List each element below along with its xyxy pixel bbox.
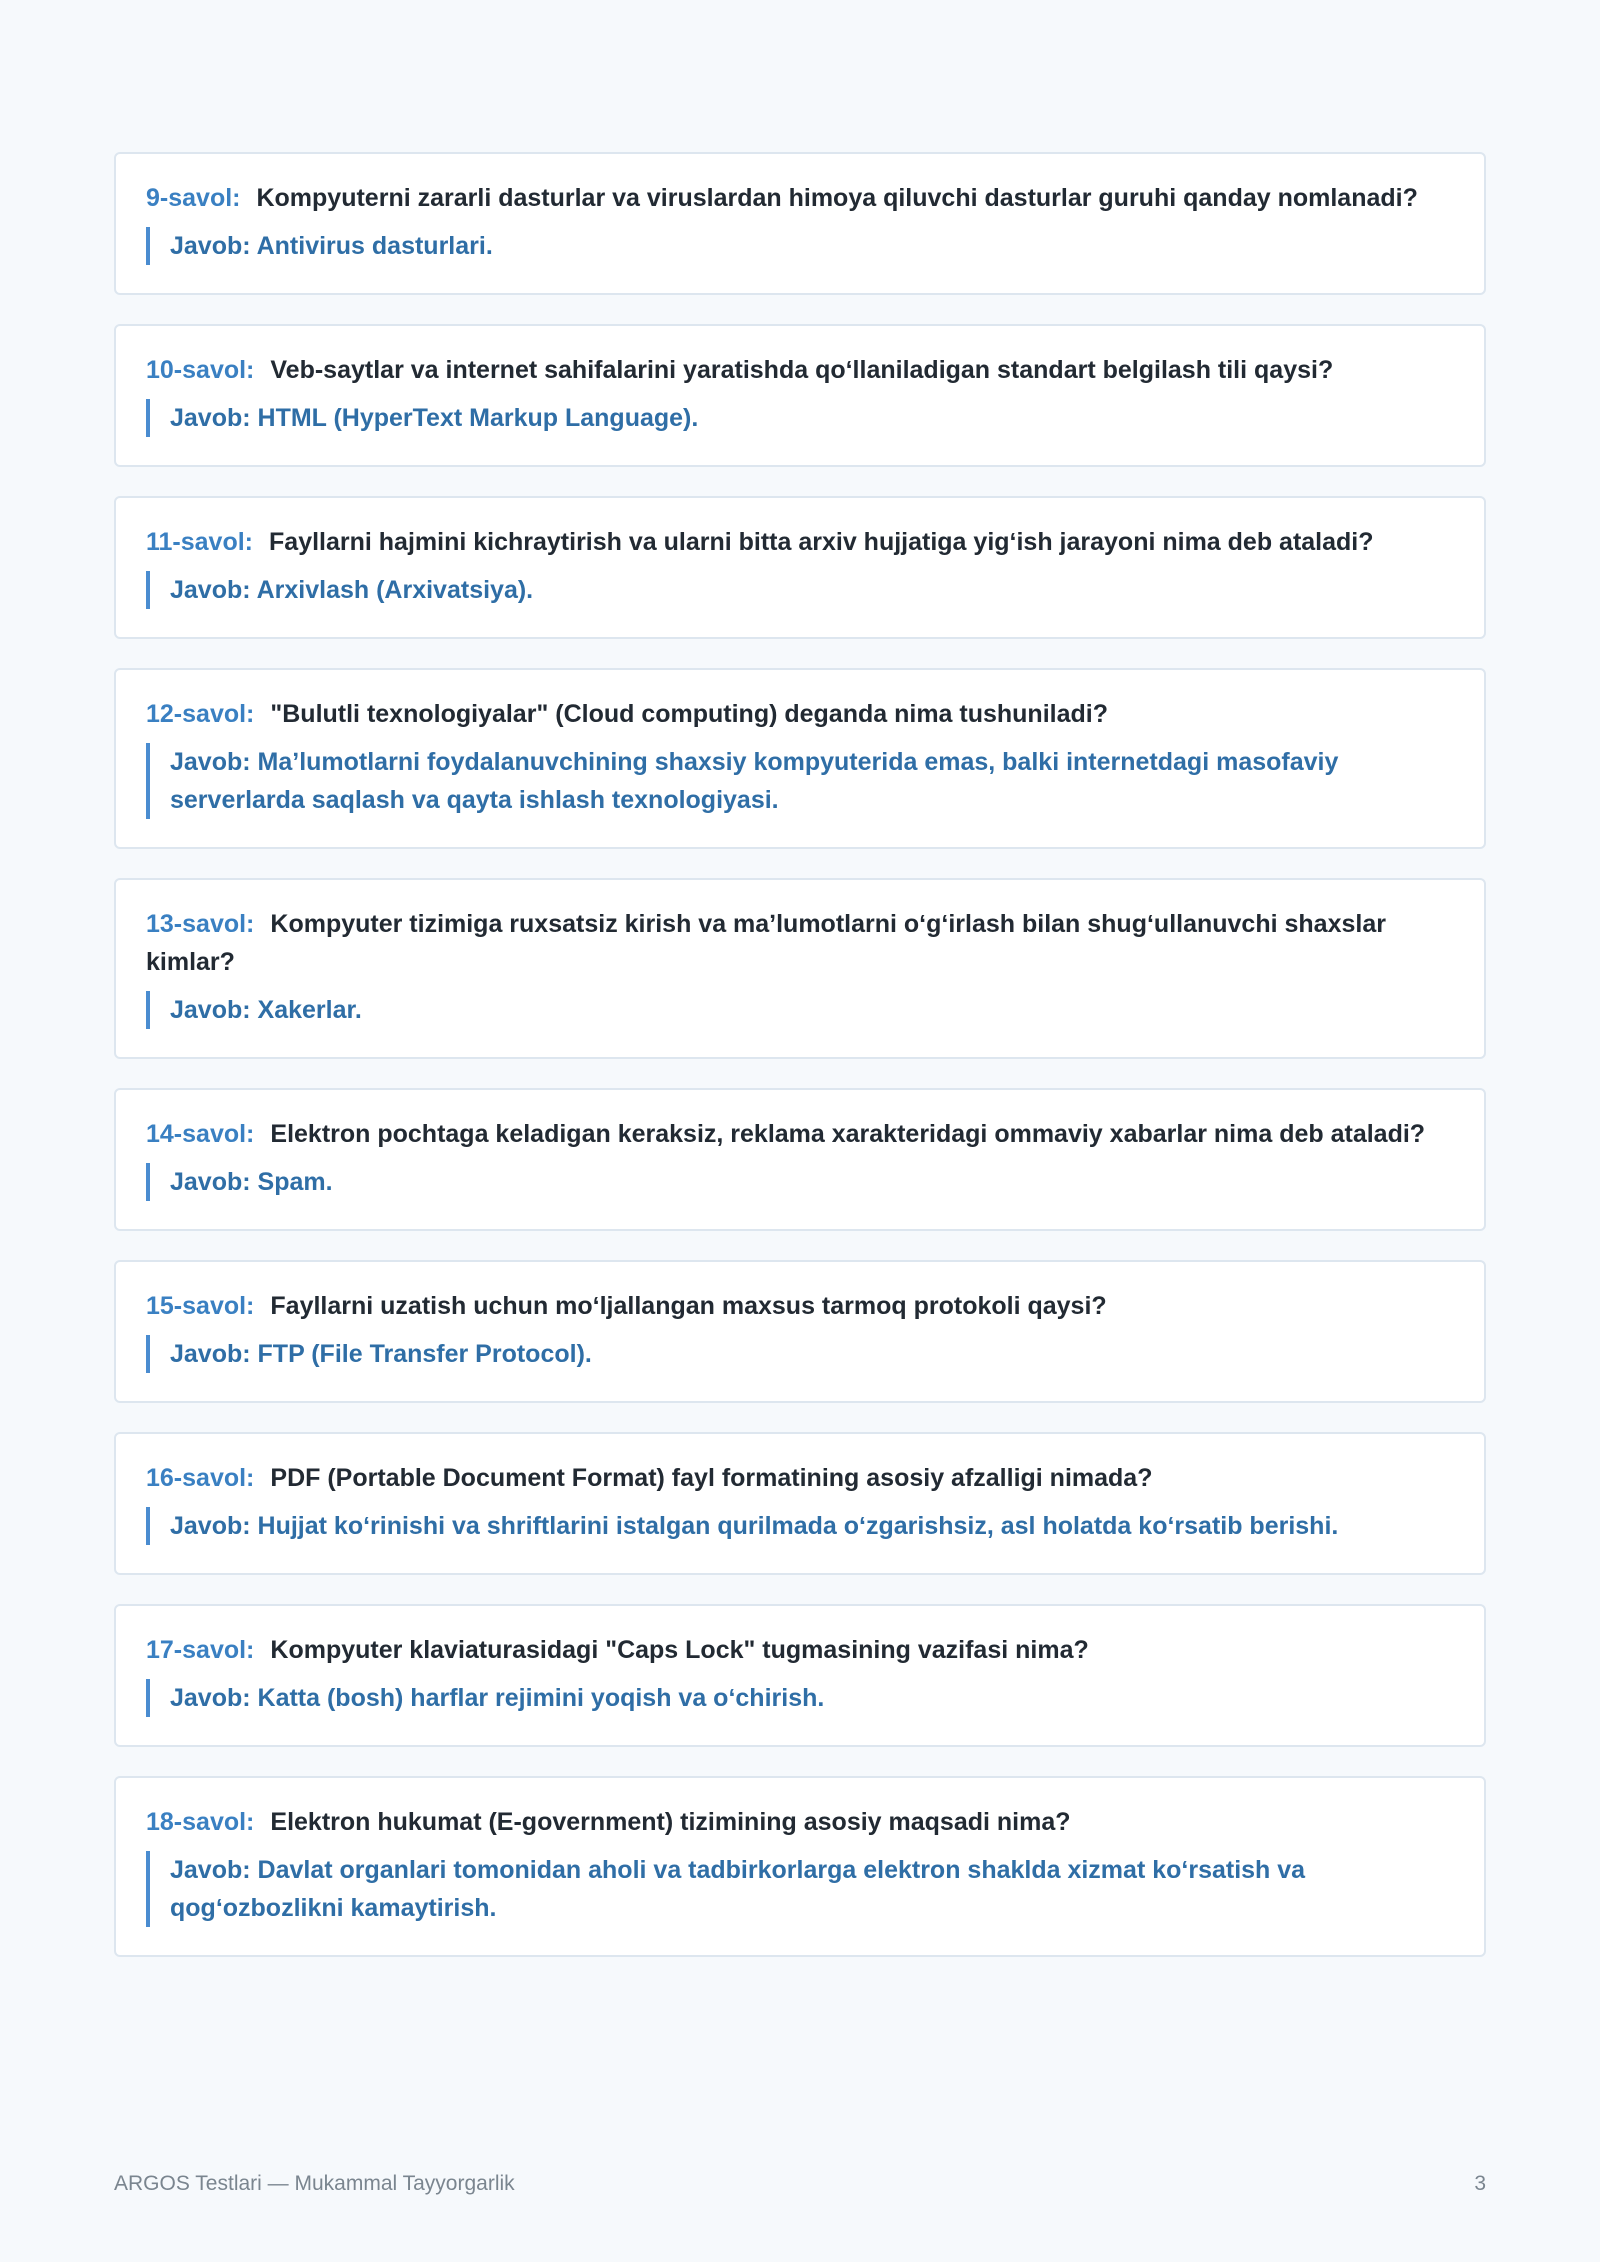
question	[146, 1631, 1454, 1669]
question	[146, 1287, 1454, 1325]
question	[146, 1803, 1454, 1841]
question-card	[114, 1432, 1486, 1575]
question	[146, 523, 1454, 561]
answer: Javob: HTML (HyperText Markup Language).	[146, 399, 1454, 437]
question-list	[114, 152, 1486, 1986]
question-number: 10-savol:	[146, 356, 255, 384]
question-card	[114, 152, 1486, 295]
question-card	[114, 668, 1486, 849]
question	[146, 351, 1454, 389]
question	[146, 1115, 1454, 1153]
question-card	[114, 1260, 1486, 1403]
answer: Javob: Hujjat koʻrinishi va shriftlarini istalgan qurilmada oʻzgarishsiz, asl holatda koʻrsatib berishi.	[146, 1507, 1454, 1545]
question-number: 11-savol:	[146, 528, 254, 556]
answer: Javob: Spam.	[146, 1163, 1454, 1201]
question-text: "Bulutli texnologiyalar" (Cloud computing) deganda nima tushuniladi?	[270, 700, 1108, 728]
question-number: 9-savol:	[146, 184, 241, 212]
question-number: 13-savol:	[146, 910, 255, 938]
answer: Javob: Katta (bosh) harflar rejimini yoqish va oʻchirish.	[146, 1679, 1454, 1717]
question	[146, 905, 1454, 981]
question-card	[114, 1776, 1486, 1957]
question-text: Kompyuter tizimiga ruxsatsiz kirish va maʼlumotlarni oʻgʻirlash bilan shugʻullanuvchi shaxslar kimlar?	[146, 910, 1386, 976]
answer: Javob: Xakerlar.	[146, 991, 1454, 1029]
footer-title: ARGOS Testlari — Mukammal Tayyorgarlik	[114, 2172, 515, 2195]
question-number: 16-savol:	[146, 1464, 255, 1492]
question-card	[114, 1604, 1486, 1747]
question	[146, 179, 1454, 217]
question-number: 12-savol:	[146, 700, 255, 728]
question-card	[114, 496, 1486, 639]
question-text: Veb-saytlar va internet sahifalarini yaratishda qoʻllaniladigan standart belgilash tili qaysi?	[270, 356, 1334, 384]
question-text: Kompyuterni zararli dasturlar va viruslardan himoya qiluvchi dasturlar guruhi qanday nomlanadi?	[256, 184, 1418, 212]
question	[146, 695, 1454, 733]
answer: Javob: FTP (File Transfer Protocol).	[146, 1335, 1454, 1373]
question-text: Elektron pochtaga keladigan keraksiz, reklama xarakteridagi ommaviy xabarlar nima deb ataladi?	[270, 1120, 1426, 1148]
question-number: 15-savol:	[146, 1292, 255, 1320]
question-card	[114, 1088, 1486, 1231]
question-number: 18-savol:	[146, 1808, 255, 1836]
answer: Javob: Arxivlash (Arxivatsiya).	[146, 571, 1454, 609]
answer: Javob: Maʼlumotlarni foydalanuvchining shaxsiy kompyuterida emas, balki internetdagi masofaviy serverlarda saqlash va qayta ishlash texnologiyasi.	[146, 743, 1454, 819]
page-footer	[114, 2172, 1486, 2196]
question-number: 17-savol:	[146, 1636, 255, 1664]
page-number: 3	[1474, 2172, 1486, 2195]
question-text: Kompyuter klaviaturasidagi "Caps Lock" tugmasining vazifasi nima?	[270, 1636, 1089, 1664]
question-text: Fayllarni uzatish uchun moʻljallangan maxsus tarmoq protokoli qaysi?	[270, 1292, 1107, 1320]
answer: Javob: Davlat organlari tomonidan aholi va tadbirkorlarga elektron shaklda xizmat koʻrsatish va qogʻozbozlikni kamaytirish.	[146, 1851, 1454, 1927]
question-number: 14-savol:	[146, 1120, 255, 1148]
question-text: Fayllarni hajmini kichraytirish va ularni bitta arxiv hujjatiga yigʻish jarayoni nima deb ataladi?	[269, 528, 1374, 556]
question-card	[114, 324, 1486, 467]
answer: Javob: Antivirus dasturlari.	[146, 227, 1454, 265]
question-card	[114, 878, 1486, 1059]
question	[146, 1459, 1454, 1497]
question-text: Elektron hukumat (E-government) tizimining asosiy maqsadi nima?	[270, 1808, 1071, 1836]
question-text: PDF (Portable Document Format) fayl formatining asosiy afzalligi nimada?	[270, 1464, 1153, 1492]
